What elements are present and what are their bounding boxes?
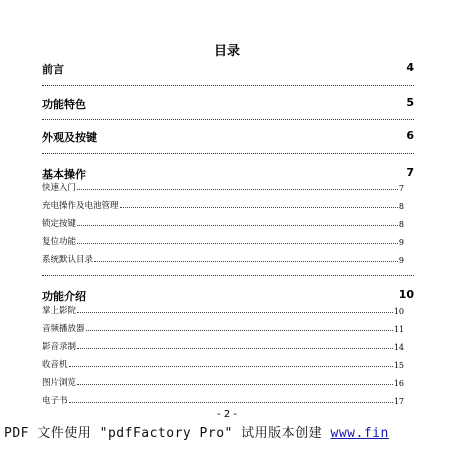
toc-section-page: 7 <box>406 166 414 179</box>
toc-entry-page: 9 <box>398 256 404 265</box>
toc-entry-title: 收音机 <box>42 360 68 370</box>
pdf-footer-watermark <box>4 422 454 444</box>
toc-section-title: 功能介绍 <box>42 290 86 303</box>
toc-entry[interactable] <box>42 340 404 352</box>
toc-entry-page: 11 <box>393 325 404 334</box>
toc-entry-title: 复位功能 <box>42 237 77 247</box>
toc-entry[interactable] <box>42 322 404 334</box>
toc-entry-page: 9 <box>398 238 404 247</box>
toc-entry-page: 7 <box>398 184 404 193</box>
toc-entry-page: 8 <box>398 220 404 229</box>
toc-entry-title: 掌上影院 <box>42 306 77 316</box>
toc-entry[interactable] <box>42 217 404 229</box>
toc-section-title: 基本操作 <box>42 168 86 181</box>
toc-entry-title: 系统默认目录 <box>42 255 94 265</box>
toc-section-function-intro[interactable] <box>42 288 414 302</box>
toc-entry[interactable] <box>42 358 404 370</box>
toc-entry[interactable] <box>42 181 404 193</box>
toc-section-page: 5 <box>406 96 414 109</box>
toc-section-page: 10 <box>398 288 414 301</box>
dotted-leader <box>69 366 393 367</box>
toc-entry-page: 10 <box>393 307 404 316</box>
toc-entry[interactable] <box>42 199 404 211</box>
page-number: - 2 - <box>217 409 237 420</box>
footer-link[interactable]: www.fin <box>330 426 389 441</box>
dotted-leader <box>69 402 393 403</box>
toc-section-appearance[interactable] <box>42 129 414 143</box>
toc-section-title: 外观及按键 <box>42 131 97 144</box>
toc-section-basic-operation[interactable] <box>42 166 414 180</box>
toc-entry-page: 15 <box>393 361 404 370</box>
dotted-leader <box>42 85 414 86</box>
toc-entry-page: 17 <box>393 397 404 406</box>
toc-entry-title: 快速入门 <box>42 183 77 193</box>
toc-entry-title: 影音录制 <box>42 342 77 352</box>
toc-entry[interactable] <box>42 235 404 247</box>
dotted-leader <box>86 330 393 331</box>
toc-section-page: 6 <box>406 129 414 142</box>
toc-entry-page: 16 <box>393 379 404 388</box>
toc-section-preface[interactable] <box>42 61 414 75</box>
toc-title: 目录 <box>213 44 240 59</box>
toc-section-title: 功能特色 <box>42 98 86 111</box>
toc-entry-title: 充电操作及电池管理 <box>42 201 119 211</box>
toc-entry[interactable] <box>42 304 404 316</box>
dotted-leader <box>42 275 414 276</box>
toc-entry[interactable] <box>42 376 404 388</box>
dotted-leader <box>77 348 393 349</box>
toc-section-title: 前言 <box>42 63 64 76</box>
dotted-leader <box>77 312 393 313</box>
toc-section-features[interactable] <box>42 96 414 110</box>
dotted-leader <box>42 119 414 120</box>
toc-entry[interactable] <box>42 253 404 265</box>
dotted-leader <box>42 153 414 154</box>
toc-entry-title: 锁定按键 <box>42 219 77 229</box>
toc-entry-page: 14 <box>393 343 404 352</box>
footer-text: PDF 文件使用 "pdfFactory Pro" 试用版本创建 <box>4 426 331 441</box>
toc-entry[interactable] <box>42 394 404 406</box>
toc-entry-title: 音频播放器 <box>42 324 85 334</box>
toc-section-page: 4 <box>406 61 414 74</box>
dotted-leader <box>77 189 398 190</box>
dotted-leader <box>77 225 398 226</box>
dotted-leader <box>120 207 398 208</box>
toc-entry-title: 图片浏览 <box>42 378 77 388</box>
dotted-leader <box>77 384 393 385</box>
dotted-leader <box>77 243 398 244</box>
dotted-leader <box>94 261 398 262</box>
toc-entry-page: 8 <box>398 202 404 211</box>
toc-entry-title: 电子书 <box>42 396 68 406</box>
